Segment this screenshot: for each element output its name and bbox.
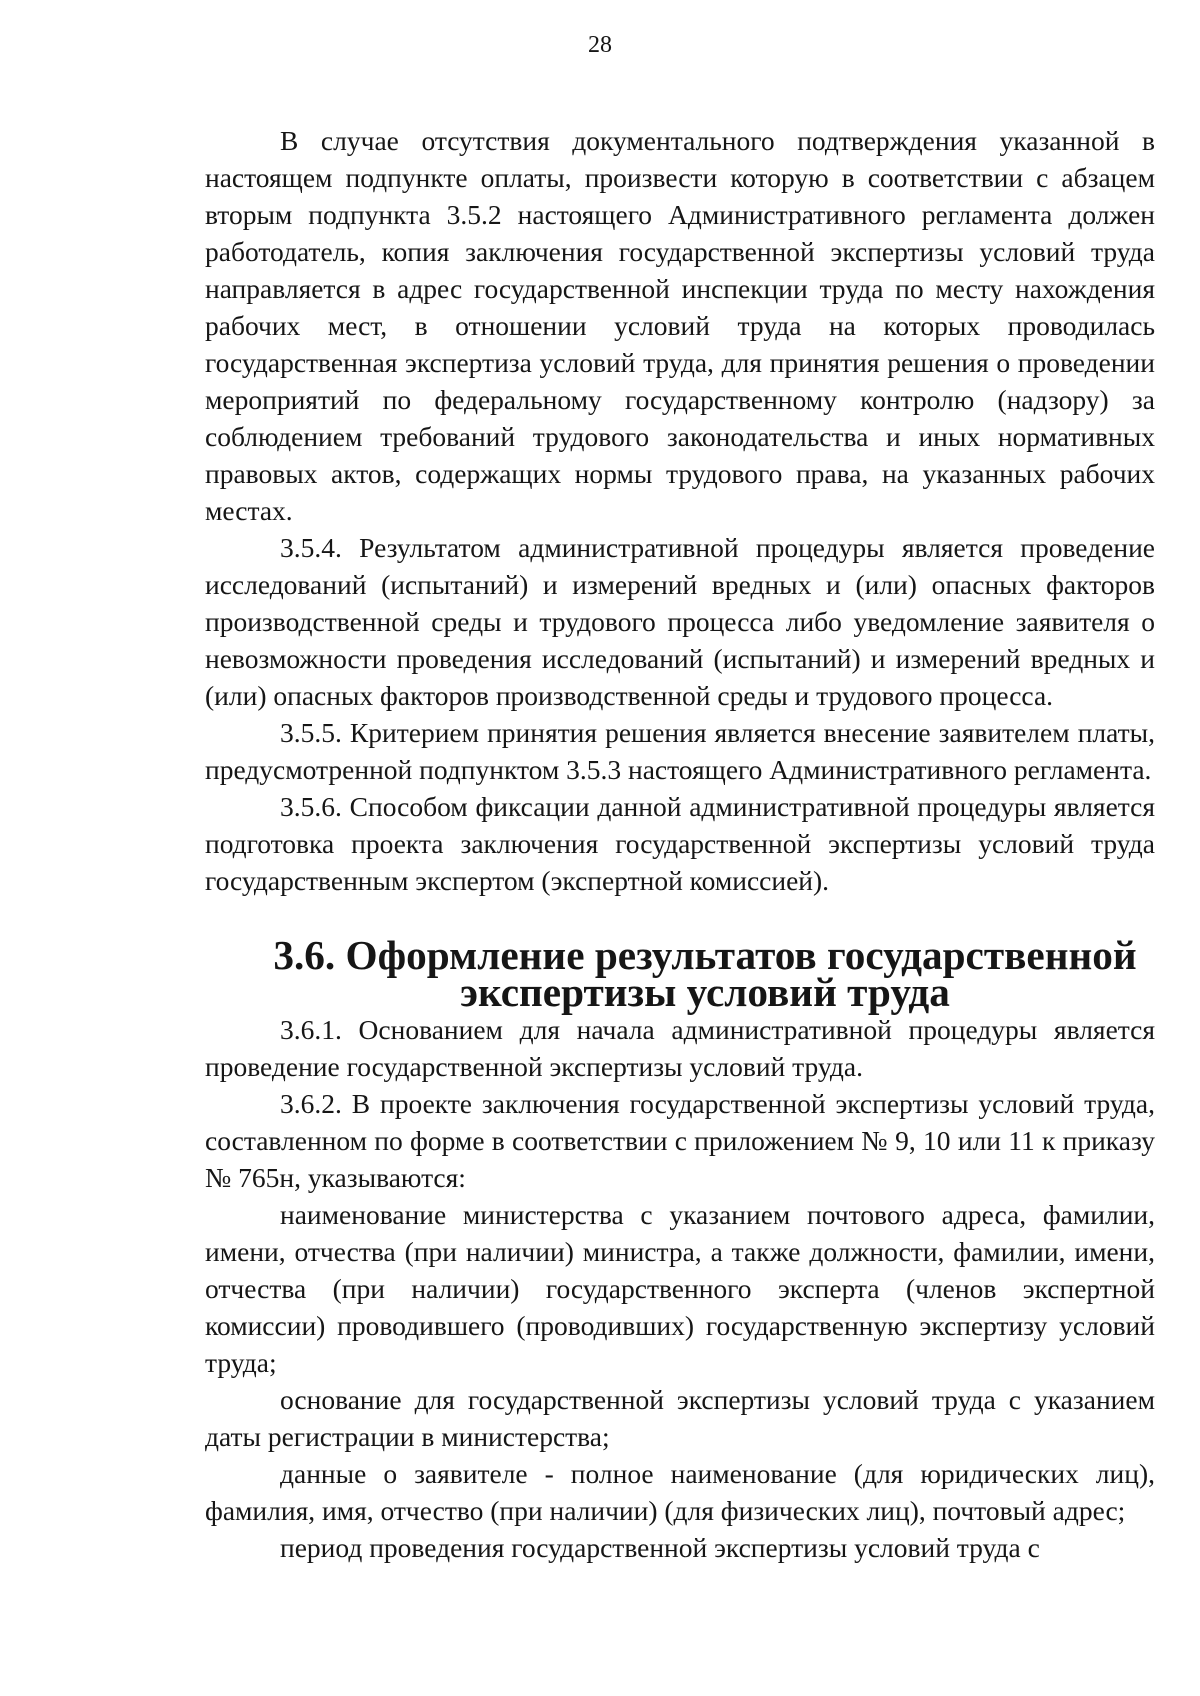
paragraph-3-6-1: 3.6.1. Основанием для начала административной процедуры является проведение государственной экспертизы условий труда. bbox=[205, 1014, 1155, 1082]
paragraph-3-6-2: 3.6.2. В проекте заключения государственной экспертизы условий труда, составленном по форме в соответствии с приложением № 9, 10 или 11 к приказу № 765н, указываются: bbox=[205, 1088, 1155, 1193]
page-number: 28 bbox=[588, 32, 612, 58]
paragraph-3-5-4: 3.5.4. Результатом административной процедуры является проведение исследований (испытаний) и измерений вредных и (или) опасных факторов производственной среды и трудового процесса либо уведомление заявителя о невозможности проведения исследований (испытаний) и измерений вредных и (или) опасных факторов производственной среды и трудового процесса. bbox=[205, 532, 1155, 711]
section-heading-3-6: 3.6. Оформление результатов государственной экспертизы условий труда bbox=[273, 932, 1137, 1015]
list-item-expertise-basis: основание для государственной экспертизы условий труда с указанием даты регистрации в министерства; bbox=[205, 1384, 1155, 1452]
paragraph-inspection-notice: В случае отсутствия документального подтверждения указанной в настоящем подпункте оплаты, произвести которую в соответствии с абзацем вторым подпункта 3.5.2 настоящего Административного регламента должен работодатель, копия заключения государственной экспертизы условий труда направляется в адрес государственной инспекции труда по месту нахождения рабочих мест, в отношении условий труда на которых проводилась государственная экспертиза условий труда, для принятия решения о проведении мероприятий по федеральному государственному контролю (надзору) за соблюдением требований трудового законодательства и иных нормативных правовых актов, содержащих нормы трудового права, на указанных рабочих местах. bbox=[205, 125, 1155, 526]
page-content bbox=[205, 122, 1155, 1566]
list-item-expertise-period: период проведения государственной экспертизы условий труда с bbox=[280, 1532, 1040, 1563]
list-item-ministry-name: наименование министерства с указанием почтового адреса, фамилии, имени, отчества (при наличии) министра, а также должности, фамилии, имени, отчества (при наличии) государственного эксперта (членов экспертной комиссии) проводившего (проводивших) государственную экспертизу условий труда; bbox=[205, 1199, 1155, 1378]
paragraph-3-5-5: 3.5.5. Критерием принятия решения является внесение заявителем платы, предусмотренной подпунктом 3.5.3 настоящего Административного регламента. bbox=[205, 717, 1155, 785]
list-item-applicant-data: данные о заявителе - полное наименование (для юридических лиц), фамилия, имя, отчество (при наличии) (для физических лиц), почтовый адрес; bbox=[205, 1458, 1155, 1526]
paragraph-3-5-6: 3.5.6. Способом фиксации данной административной процедуры является подготовка проекта заключения государственной экспертизы условий труда государственным экспертом (экспертной комиссией). bbox=[205, 791, 1155, 896]
